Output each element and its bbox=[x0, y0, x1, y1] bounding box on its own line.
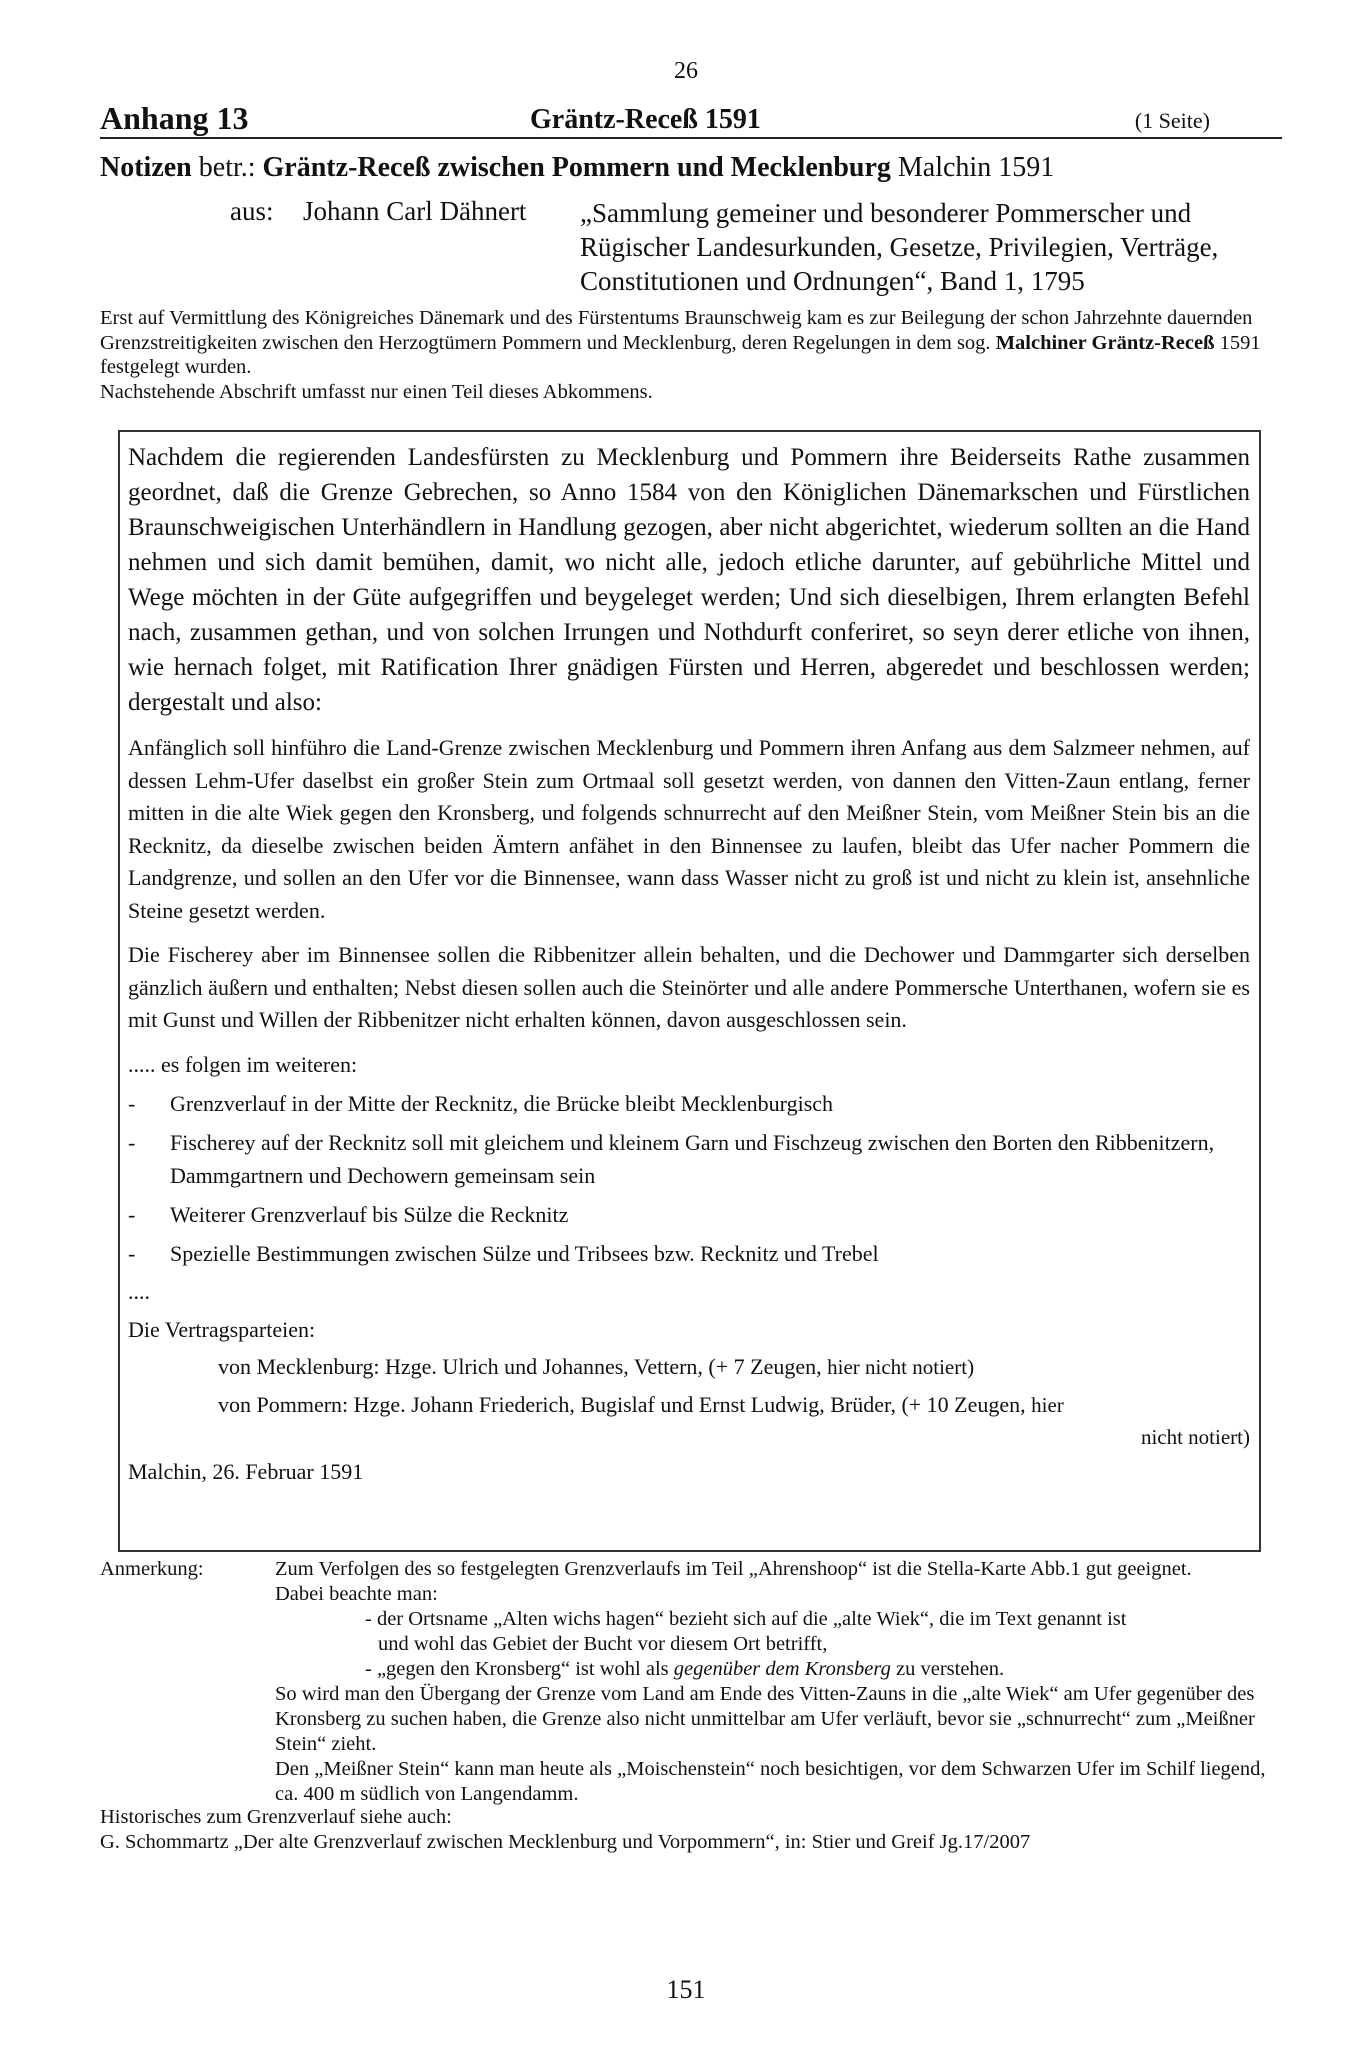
party-mecklenburg-note: hier nicht notiert) bbox=[827, 1354, 975, 1379]
list-item bbox=[128, 1198, 1250, 1231]
list-item-text: Fischerey auf der Recknitz soll mit gleichem und kleinem Garn und Fischzeug zwischen den Borten den Ribbenitzern, Dammgartnern und Dechowern gemeinsam sein bbox=[170, 1129, 1215, 1188]
treaty-paragraph-1: Nachdem die regierenden Landesfürsten zu Mecklenburg und Pommern ihre Beiderseits Rathe zusammen geordnet, daß die Grenze Gebrechen, so Anno 1584 von den Königlichen Dänemarkschen und Fürstlichen Braunschweigischen Unterhändlern in Handlung gezogen, aber nicht abgerichtet, wiederum sollten an die Hand nehmen und sich damit bemühen, damit, wo nicht alle, jedoch etliche darunter, auf gebührliche Mittel und Wege möchten in der Güte aufgegriffen und beygeleget werden; Und sich dieselbigen, Ihrem erlangten Befehl nach, zusammen gethan, und von solchen Irrungen und Nothdurft conferiret, so seyn derer etliche von ihnen, wie hernach folget, mit Ratification Ihrer gnädigen Fürsten und Herren, abgeredet und beschlossen werden; dergestalt und also: bbox=[128, 444, 1250, 716]
header-divider bbox=[100, 137, 1282, 139]
dash-bullet: - bbox=[128, 1129, 136, 1155]
dash-bullet: - bbox=[128, 1240, 136, 1266]
history-label: Historisches zum Grenzverlauf siehe auch: bbox=[100, 1806, 452, 1828]
intro-text-start: Erst auf Vermittlung des Königreiches Dänemark und des Fürstentums Braunschweig kam es zur Beilegung der schon Jahrzehnte dauernden Grenzstreitigkeiten zwischen den Herzogtümern Pommern und Mecklenburg, deren Regelungen in dem sog. bbox=[100, 307, 1253, 354]
party-pommern-note-cont: nicht notiert) bbox=[1140, 1424, 1250, 1449]
party-mecklenburg-text: von Mecklenburg: Hzge. Ulrich und Johannes, Vettern, (+ 7 Zeugen, bbox=[218, 1353, 822, 1379]
remark-subpoint-cont: und wohl das Gebiet der Bucht vor diesem Ort betrifft, bbox=[378, 1633, 828, 1655]
intro-text bbox=[100, 306, 1280, 404]
source-title-line: „Sammlung gemeiner und besonderer Pommerscher und bbox=[580, 198, 1192, 228]
remark-line: Den „Meißner Stein“ kann man heute als „Moischenstein“ noch besichtigen, vor dem Schwarzen Ufer im Schilf liegend, ca. 400 m südlich von Langendamm. bbox=[275, 1758, 1266, 1805]
betr-label: betr.: bbox=[198, 152, 256, 183]
page-number-bottom: 151 bbox=[666, 1975, 706, 2004]
party-pommern-note: hier bbox=[1031, 1392, 1064, 1417]
treaty-excerpt-box bbox=[118, 430, 1261, 1552]
source-title bbox=[580, 196, 1218, 298]
list-item-text: Weiterer Grenzverlauf bis Sülze die Recknitz bbox=[170, 1201, 569, 1227]
treaty-paragraph-3: Die Fischerey aber im Binnensee sollen die Ribbenitzer allein behalten, und die Dechower und Dammgarter sich derselben gänzlich äußern und enthalten; Nebst diesen sollen auch die Steinörter und alle andere Pommersche Unterthanen, wofern sie es mit Gunst und Willen der Ribbenitzer nicht erhalten können, davon ausgeschlossen sein. bbox=[128, 942, 1250, 1032]
source-title-line: Constitutionen und Ordnungen“, Band 1, 1795 bbox=[580, 266, 1085, 296]
document-title: Gräntz-Receß 1591 bbox=[530, 104, 761, 135]
list-item-text: Grenzverlauf in der Mitte der Recknitz, die Brücke bleibt Mecklenburgisch bbox=[170, 1090, 834, 1116]
list-item-text: Spezielle Bestimmungen zwischen Sülze und Tribsees bzw. Recknitz und Trebel bbox=[170, 1240, 879, 1266]
dash-bullet: - bbox=[128, 1201, 136, 1227]
remark-subpoint-text: - „gegen den Kronsberg“ ist wohl als bbox=[365, 1658, 669, 1680]
party-pommern-text: von Pommern: Hzge. Johann Friederich, Bugislaf und Ernst Ludwig, Brüder, (+ 10 Zeugen, bbox=[218, 1391, 1026, 1417]
page-count: (1 Seite) bbox=[1134, 108, 1210, 133]
place-date: Malchin, 26. Februar 1591 bbox=[128, 1458, 364, 1484]
page-number-top: 26 bbox=[674, 58, 698, 84]
intro-bold-term: Malchiner Gräntz-Receß bbox=[995, 331, 1215, 354]
remark-line: So wird man den Übergang der Grenze vom Land am Ende des Vitten-Zauns in die „alte Wiek“ am Ufer gegenüber des Kronsberg zu suchen haben, die Grenze also nicht unmittelbar am Ufer verläuft, bevor sie „schnurrecht“ zum „Meißner Stein“ zieht. bbox=[275, 1683, 1255, 1755]
list-item bbox=[128, 1237, 1250, 1270]
parties-label: Die Vertragsparteien: bbox=[128, 1316, 316, 1342]
remark-subpoint-text: zu verstehen. bbox=[896, 1658, 1005, 1680]
follows-list bbox=[128, 1087, 1250, 1270]
notes-subject: Gräntz-Receß zwischen Pommern und Mecklenburg bbox=[262, 152, 891, 183]
remark-italic-phrase: gegenüber dem Kronsberg bbox=[673, 1658, 891, 1680]
history-citation: G. Schommartz „Der alte Grenzverlauf zwischen Mecklenburg und Vorpommern“, in: Stier und Greif Jg.17/2007 bbox=[100, 1831, 1031, 1853]
notes-line bbox=[100, 152, 1054, 184]
source-title-line: Rügischer Landesurkunden, Gesetze, Privilegien, Verträge, bbox=[580, 232, 1219, 262]
treaty-paragraph-2: Anfänglich soll hinführo die Land-Grenze zwischen Mecklenburg und Pommern ihren Anfang aus dem Salzmeer nehmen, auf dessen Lehm-Ufer daselbst ein großer Stein zum Ortmaal soll gesetzt werden, von dannen den Vitten-Zaun entlang, ferner mitten in die alte Wiek gegen den Kronsberg, und folgends schnurrecht auf den Meißner Stein, vom Meißner Stein bis an die Recknitz, da dieselbe zwischen beiden Ämtern anfähet in den Binnensee zu laufen, bleibt das Ufer nacher Pommern die Landgrenze, und sollen an den Ufer vor die Binnensee, wann dass Wasser nicht zu groß ist und nicht zu klein ist, ansehnliche Steine gesetzt werden. bbox=[128, 735, 1250, 923]
list-item bbox=[128, 1087, 1250, 1120]
follows-label: ..... es folgen im weiteren: bbox=[128, 1051, 358, 1077]
intro-note: Nachstehende Abschrift umfasst nur einen Teil dieses Abkommens. bbox=[100, 380, 653, 403]
party-mecklenburg bbox=[128, 1350, 1250, 1384]
dash-bullet: - bbox=[128, 1090, 136, 1116]
party-pommern bbox=[128, 1388, 1250, 1422]
remark-subpoint bbox=[275, 1657, 1275, 1682]
notes-label: Notizen bbox=[100, 152, 192, 183]
remark-label: Anmerkung: bbox=[100, 1558, 204, 1580]
source-author: Johann Carl Dähnert bbox=[303, 196, 527, 226]
remark-subpoint: - der Ortsname „Alten wichs hagen“ bezieht sich auf die „alte Wiek“, die im Text genannt ist bbox=[365, 1608, 1127, 1630]
remark-body bbox=[275, 1557, 1275, 1807]
ellipsis: .... bbox=[128, 1278, 150, 1304]
source-label: aus: bbox=[230, 196, 274, 226]
remark-line: Dabei beachte man: bbox=[275, 1583, 438, 1605]
treaty-content bbox=[128, 440, 1250, 1488]
remark-line: Zum Verfolgen des so festgelegten Grenzverlaufs im Teil „Ahrenshoop“ ist die Stella-Karte Abb.1 gut geeignet. bbox=[275, 1558, 1192, 1580]
intro-paragraph bbox=[100, 306, 1280, 380]
history-reference bbox=[100, 1805, 1280, 1855]
appendix-label: Anhang 13 bbox=[100, 100, 249, 136]
list-item bbox=[128, 1126, 1250, 1192]
intro-text-end: 1591 festgelegt wurden. bbox=[100, 331, 1261, 378]
notes-place-year: Malchin 1591 bbox=[897, 152, 1055, 183]
document-header bbox=[100, 100, 1280, 140]
